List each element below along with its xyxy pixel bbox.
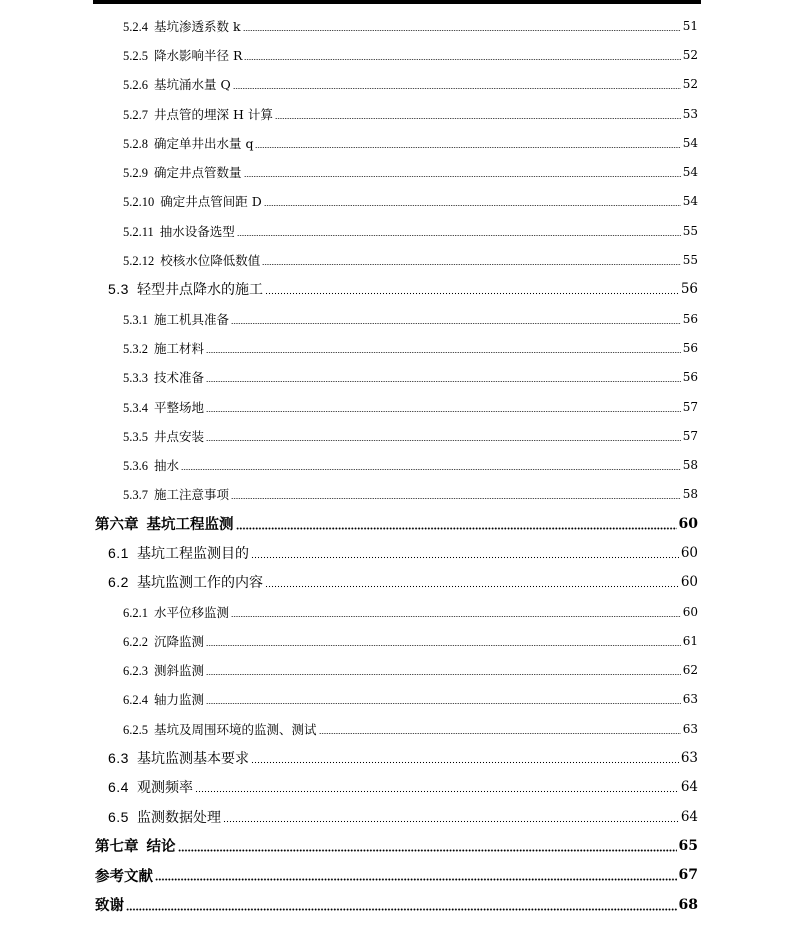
toc-entry-label xyxy=(123,75,231,93)
toc-entry-title: 平整场地 xyxy=(154,399,205,415)
toc-entry-page: 61 xyxy=(682,633,698,648)
toc-entry-number: 5.3.4 xyxy=(123,400,148,415)
toc-entry-page: 62 xyxy=(682,663,698,678)
toc-entry-number: 5.2.10 xyxy=(123,195,155,210)
dot-leader xyxy=(126,899,677,911)
toc-entry-title: 基坑工程监测 xyxy=(146,516,234,534)
toc-entry-label xyxy=(95,865,153,886)
toc-entry[interactable] xyxy=(0,216,794,245)
toc-entry-number: 5.3.2 xyxy=(123,341,148,356)
toc-entry-label xyxy=(123,690,204,708)
toc-entry-title: 轻型井点降水的施工 xyxy=(136,282,263,299)
toc-entry-label xyxy=(123,46,242,64)
dot-leader xyxy=(244,49,680,61)
toc-entry-number: 6.3 xyxy=(108,750,129,767)
toc-entry[interactable] xyxy=(0,831,794,860)
toc-entry[interactable] xyxy=(0,538,794,567)
toc-entry-title: 技术准备 xyxy=(154,370,205,386)
toc-entry-page: 64 xyxy=(680,779,698,796)
toc-entry[interactable] xyxy=(0,99,794,128)
toc-entry-label xyxy=(123,17,241,35)
table-of-contents xyxy=(0,11,794,919)
toc-entry-label xyxy=(123,368,204,386)
toc-entry[interactable] xyxy=(0,187,794,216)
toc-entry-page: 58 xyxy=(682,487,698,502)
toc-entry-title: 确定单井出水量 q xyxy=(154,135,254,151)
toc-entry-page: 56 xyxy=(680,281,698,298)
dot-leader xyxy=(206,371,681,383)
toc-entry-page: 52 xyxy=(682,77,698,92)
toc-entry-number: 5.2.7 xyxy=(123,107,148,122)
toc-entry-title: 水平位移监测 xyxy=(154,604,230,620)
dot-leader xyxy=(244,166,681,178)
toc-entry-number: 5.3.6 xyxy=(123,459,148,474)
toc-entry[interactable] xyxy=(0,656,794,685)
toc-entry-page: 51 xyxy=(682,18,698,33)
toc-entry-label xyxy=(108,543,249,563)
toc-entry-label xyxy=(123,339,204,357)
toc-entry-label xyxy=(123,661,204,679)
toc-entry-title: 参考文献 xyxy=(95,867,153,885)
toc-entry-number: 5.2.9 xyxy=(123,166,148,181)
toc-entry-page: 67 xyxy=(678,867,698,884)
toc-entry-label xyxy=(95,894,124,915)
toc-entry-label xyxy=(123,603,229,621)
toc-entry[interactable] xyxy=(0,40,794,69)
toc-entry[interactable] xyxy=(0,714,794,743)
toc-entry-page: 60 xyxy=(678,515,698,532)
dot-leader xyxy=(231,488,681,500)
toc-entry-title: 轴力监测 xyxy=(154,692,205,708)
toc-entry-title: 施工注意事项 xyxy=(154,487,230,503)
dot-leader xyxy=(195,781,679,793)
toc-entry[interactable] xyxy=(0,685,794,714)
toc-entry-title: 基坑工程监测目的 xyxy=(136,545,249,562)
toc-entry-title: 施工机具准备 xyxy=(154,311,230,327)
dot-leader xyxy=(206,635,681,647)
toc-entry-number: 5.3 xyxy=(108,281,129,298)
toc-entry-page: 56 xyxy=(682,311,698,326)
dot-leader xyxy=(206,430,681,442)
dot-leader xyxy=(255,137,680,149)
toc-entry[interactable] xyxy=(0,568,794,597)
dot-leader xyxy=(319,723,681,735)
toc-entry-number: 第六章 xyxy=(95,517,139,534)
toc-entry-page: 60 xyxy=(682,604,698,619)
toc-entry-page: 68 xyxy=(678,896,698,913)
toc-entry[interactable] xyxy=(0,363,794,392)
dot-leader xyxy=(265,283,679,295)
toc-entry-label xyxy=(95,835,176,856)
toc-entry[interactable] xyxy=(0,773,794,802)
toc-entry-title: 测斜监测 xyxy=(154,663,205,679)
toc-entry-page: 54 xyxy=(682,165,698,180)
toc-entry[interactable] xyxy=(0,304,794,333)
toc-entry-number: 6.4 xyxy=(108,779,129,796)
toc-entry-number: 6.2.3 xyxy=(123,664,148,679)
toc-entry-title: 确定井点管数量 xyxy=(154,165,242,181)
toc-entry-label xyxy=(108,279,263,299)
dot-leader xyxy=(233,78,681,90)
toc-entry-label xyxy=(123,251,260,269)
toc-entry-number: 5.2.8 xyxy=(123,136,148,151)
toc-entry-page: 56 xyxy=(682,370,698,385)
toc-entry-number: 6.2 xyxy=(108,574,129,591)
toc-entry-title: 井点管的埋深 H 计算 xyxy=(154,106,273,122)
toc-entry[interactable] xyxy=(0,890,794,919)
toc-entry-label xyxy=(108,572,263,592)
dot-leader xyxy=(223,811,679,823)
toc-entry-label xyxy=(108,807,221,827)
toc-entry-label xyxy=(123,485,229,503)
toc-entry[interactable] xyxy=(0,11,794,40)
dot-leader xyxy=(206,664,681,676)
toc-entry-number: 5.2.4 xyxy=(123,19,148,34)
toc-entry-number: 5.2.6 xyxy=(123,78,148,93)
toc-entry-title: 基坑监测工作的内容 xyxy=(136,575,263,592)
dot-leader xyxy=(206,401,681,413)
toc-entry-title: 基坑涌水量 Q xyxy=(154,77,231,93)
dot-leader xyxy=(237,225,681,237)
toc-entry-page: 58 xyxy=(682,458,698,473)
toc-entry-title: 抽水 xyxy=(154,458,180,474)
toc-entry[interactable] xyxy=(0,70,794,99)
toc-entry-page: 63 xyxy=(682,721,698,736)
toc-entry-page: 63 xyxy=(682,692,698,707)
toc-entry-page: 56 xyxy=(682,340,698,355)
toc-entry-label xyxy=(123,222,235,240)
dot-leader xyxy=(264,195,681,207)
toc-entry-label xyxy=(123,310,229,328)
toc-entry-number: 第七章 xyxy=(95,839,139,856)
toc-entry-page: 57 xyxy=(682,428,698,443)
toc-entry-title: 确定井点管间距 D xyxy=(160,194,262,210)
toc-entry-page: 55 xyxy=(682,223,698,238)
toc-entry-label xyxy=(108,777,193,797)
toc-entry-page: 54 xyxy=(682,194,698,209)
toc-entry-title: 监测数据处理 xyxy=(136,809,221,826)
toc-entry[interactable] xyxy=(0,392,794,421)
dot-leader xyxy=(236,518,677,530)
toc-entry[interactable] xyxy=(0,128,794,157)
toc-entry[interactable] xyxy=(0,421,794,450)
toc-entry-title: 施工材料 xyxy=(154,340,205,356)
top-rule xyxy=(93,0,701,4)
toc-entry[interactable] xyxy=(0,157,794,186)
toc-entry-title: 致谢 xyxy=(95,897,124,915)
toc-entry-number: 6.1 xyxy=(108,544,129,561)
toc-entry[interactable] xyxy=(0,743,794,772)
toc-entry-title: 井点安装 xyxy=(154,428,205,444)
dot-leader xyxy=(231,313,681,325)
toc-entry-label xyxy=(123,427,204,445)
toc-entry-number: 5.3.1 xyxy=(123,312,148,327)
toc-entry[interactable] xyxy=(0,861,794,890)
toc-entry-title: 结论 xyxy=(146,838,176,856)
toc-entry-label xyxy=(108,748,249,768)
toc-entry-label xyxy=(123,456,179,474)
toc-entry[interactable] xyxy=(0,450,794,479)
toc-entry-page: 63 xyxy=(680,750,698,767)
toc-entry-title: 基坑监测基本要求 xyxy=(136,751,249,768)
dot-leader xyxy=(262,254,680,266)
dot-leader xyxy=(231,606,681,618)
toc-entry[interactable] xyxy=(0,802,794,831)
toc-entry-number: 6.5 xyxy=(108,808,129,825)
toc-entry-title: 降水影响半径 R xyxy=(154,47,243,63)
dot-leader xyxy=(181,459,681,471)
dot-leader xyxy=(178,840,677,852)
toc-entry-title: 沉降监测 xyxy=(154,633,205,649)
toc-entry-number: 6.2.2 xyxy=(123,634,148,649)
toc-entry[interactable] xyxy=(0,333,794,362)
toc-entry-label xyxy=(123,192,262,210)
toc-entry-label xyxy=(123,632,204,650)
toc-entry[interactable] xyxy=(0,245,794,274)
toc-entry[interactable] xyxy=(0,480,794,509)
toc-entry-number: 6.2.5 xyxy=(123,722,148,737)
toc-entry-page: 64 xyxy=(680,808,698,825)
dot-leader xyxy=(243,20,681,32)
toc-entry-page: 53 xyxy=(682,106,698,121)
toc-entry-number: 5.3.3 xyxy=(123,371,148,386)
toc-entry-page: 57 xyxy=(682,399,698,414)
toc-entry-number: 6.2.1 xyxy=(123,605,148,620)
toc-entry-title: 基坑渗透系数 k xyxy=(154,18,241,34)
toc-entry-page: 54 xyxy=(682,135,698,150)
toc-entry-number: 5.3.7 xyxy=(123,488,148,503)
toc-entry-page: 52 xyxy=(682,47,698,62)
toc-entry-page: 60 xyxy=(680,574,698,591)
toc-entry[interactable] xyxy=(0,275,794,304)
dot-leader xyxy=(206,342,681,354)
toc-entry-title: 抽水设备选型 xyxy=(159,223,235,239)
dot-leader xyxy=(251,752,679,764)
toc-entry-number: 5.2.5 xyxy=(123,48,148,63)
toc-entry[interactable] xyxy=(0,509,794,538)
toc-entry-page: 65 xyxy=(678,837,698,854)
toc-entry-label xyxy=(123,398,204,416)
toc-entry-page: 55 xyxy=(682,253,698,268)
dot-leader xyxy=(275,108,681,120)
toc-entry-page: 60 xyxy=(680,544,698,561)
toc-entry-number: 5.2.11 xyxy=(123,224,154,239)
toc-entry-label xyxy=(123,720,317,738)
toc-entry-number: 5.3.5 xyxy=(123,429,148,444)
toc-entry-title: 观测频率 xyxy=(136,780,193,797)
toc-entry-label xyxy=(95,513,234,534)
dot-leader xyxy=(265,576,679,588)
dot-leader xyxy=(251,547,679,559)
toc-entry[interactable] xyxy=(0,626,794,655)
dot-leader xyxy=(206,693,681,705)
toc-entry-label xyxy=(123,105,273,123)
toc-entry-number: 5.2.12 xyxy=(123,254,155,269)
toc-entry-label xyxy=(123,134,253,152)
toc-entry[interactable] xyxy=(0,597,794,626)
toc-entry-number: 6.2.4 xyxy=(123,693,148,708)
toc-entry-label xyxy=(123,163,242,181)
toc-entry-title: 校核水位降低数值 xyxy=(160,253,261,269)
dot-leader xyxy=(155,869,677,881)
toc-entry-title: 基坑及周围环境的监测、测试 xyxy=(154,721,317,737)
